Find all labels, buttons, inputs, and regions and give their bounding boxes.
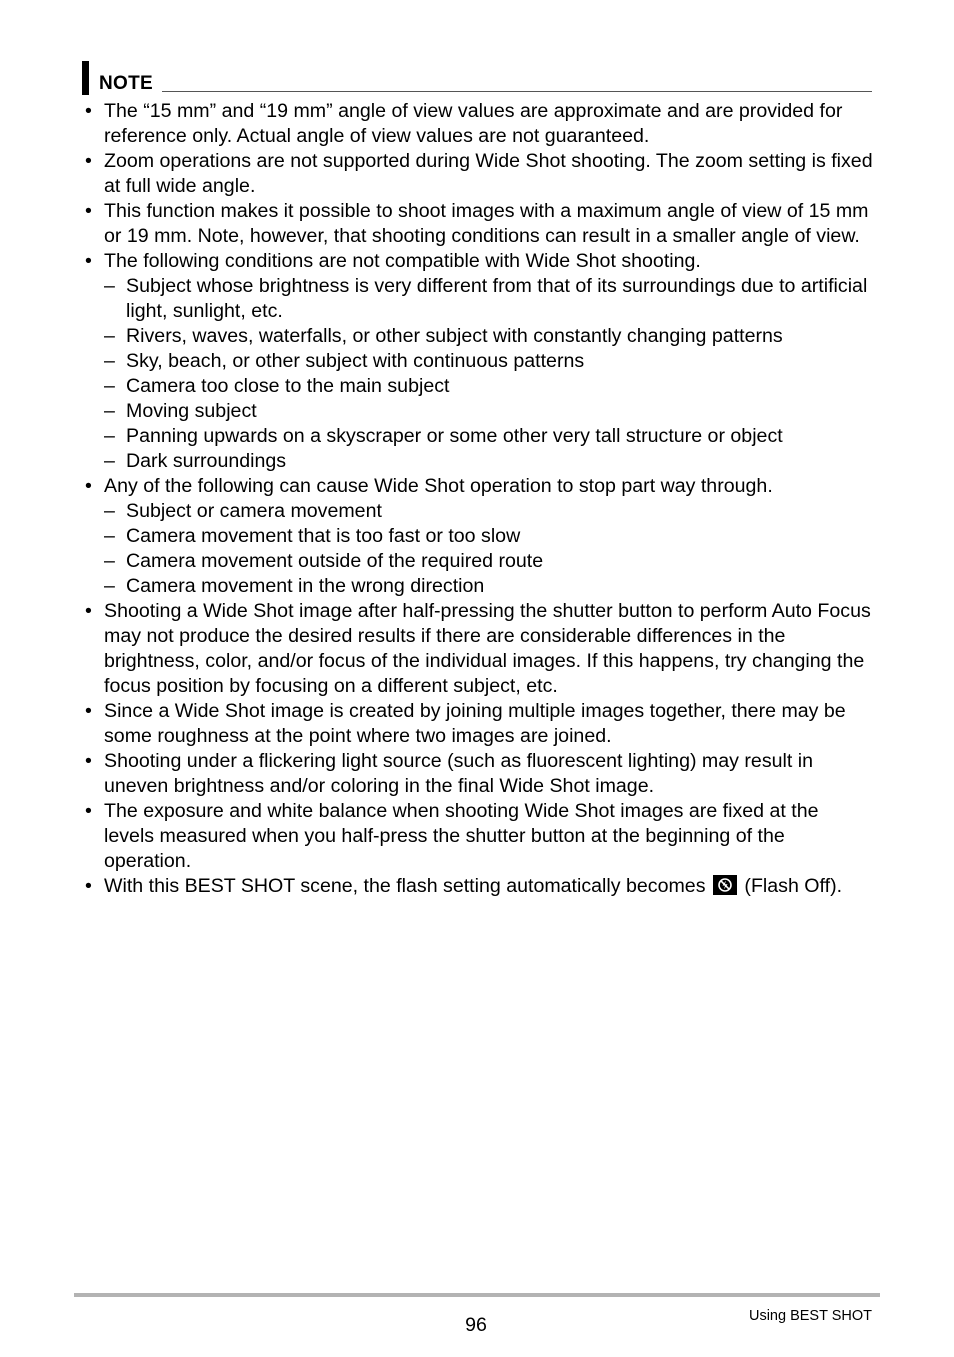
note-marker-bar: [82, 61, 89, 95]
bullet-marker: •: [85, 800, 92, 822]
sub-list-item: [84, 374, 874, 399]
bullet-marker: •: [85, 100, 92, 122]
sub-list-item: [84, 574, 874, 599]
list-item-text: The following conditions are not compatible with Wide Shot shooting.: [104, 250, 701, 272]
dash-marker: –: [104, 525, 115, 547]
sub-list-item: [84, 349, 874, 374]
bullet-marker: •: [85, 600, 92, 622]
footer-divider: [74, 1293, 880, 1297]
list-item-text: Any of the following can cause Wide Shot operation to stop part way through.: [104, 475, 773, 497]
sub-list-item-text: Rivers, waves, waterfalls, or other subject with constantly changing patterns: [126, 325, 783, 347]
list-item: [84, 249, 874, 274]
list-item: [84, 474, 874, 499]
list-item-text: The exposure and white balance when shooting Wide Shot images are fixed at the levels measured when you half-press the shutter button at the beginning of the operation.: [104, 800, 819, 872]
dash-marker: –: [104, 275, 115, 297]
list-item-text-after-icon: (Flash Off).: [744, 875, 843, 897]
sub-list-item-text: Dark surroundings: [126, 450, 287, 472]
note-divider: [162, 91, 872, 92]
sub-list-item-text: Panning upwards on a skyscraper or some other very tall structure or object: [126, 425, 783, 447]
sub-list-item: [84, 274, 874, 324]
list-item-text: This function makes it possible to shoot images with a maximum angle of view of 15 mm or 19 mm. Note, however, that shooting conditions can result in a smaller angle of view.: [104, 200, 869, 247]
dash-marker: –: [104, 375, 115, 397]
list-item: [84, 199, 874, 249]
list-item: [84, 799, 874, 874]
dash-marker: –: [104, 550, 115, 572]
sub-list-item-text: Subject whose brightness is very different from that of its surroundings due to artificial light, sunlight, etc.: [126, 275, 868, 322]
dash-marker: –: [104, 425, 115, 447]
list-item-text: The “15 mm” and “19 mm” angle of view values are approximate and are provided for reference only. Actual angle of view values are not guaranteed.: [104, 100, 843, 147]
list-item: [84, 599, 874, 699]
bullet-marker: •: [85, 875, 92, 897]
dash-marker: –: [104, 325, 115, 347]
footer-section-name: Using BEST SHOT: [748, 1308, 872, 1324]
sub-list-item: [84, 549, 874, 574]
list-item: [84, 749, 874, 799]
list-item: [84, 699, 874, 749]
dash-marker: –: [104, 350, 115, 372]
sub-list-item-text: Camera too close to the main subject: [126, 375, 450, 397]
dash-marker: –: [104, 575, 115, 597]
flash-off-icon: [713, 875, 737, 895]
bullet-marker: •: [85, 200, 92, 222]
note-list: [84, 99, 874, 899]
bullet-marker: •: [85, 150, 92, 172]
dash-marker: –: [104, 500, 115, 522]
list-item: [84, 149, 874, 199]
note-label: NOTE: [99, 73, 153, 94]
list-item: [84, 99, 874, 149]
dash-marker: –: [104, 450, 115, 472]
sub-list-item: [84, 424, 874, 449]
sub-list-item-text: Sky, beach, or other subject with continuous patterns: [126, 350, 585, 372]
bullet-marker: •: [85, 475, 92, 497]
sub-list-item: [84, 324, 874, 349]
page-number: 96: [465, 1314, 487, 1336]
list-item-text-before-icon: With this BEST SHOT scene, the flash setting automatically becomes: [104, 875, 706, 897]
sub-list-item-text: Camera movement in the wrong direction: [126, 575, 485, 597]
sub-list-item-text: Moving subject: [126, 400, 257, 422]
bullet-marker: •: [85, 250, 92, 272]
bullet-marker: •: [85, 750, 92, 772]
bullet-marker: •: [85, 700, 92, 722]
note-header: [82, 61, 872, 95]
sub-list-item: [84, 399, 874, 424]
list-item-text: Since a Wide Shot image is created by joining multiple images together, there may be some roughness at the point where two images are joined.: [104, 700, 846, 747]
list-item-text: Shooting a Wide Shot image after half-pressing the shutter button to perform Auto Focus may not produce the desired results if there are considerable differences in the brightness, color, and/or focus of the individual images. If this happens, try changing the focus position by focusing on a different subject, etc.: [104, 600, 871, 697]
sub-list-item-text: Camera movement outside of the required route: [126, 550, 544, 572]
sub-list-item-text: Subject or camera movement: [126, 500, 382, 522]
sub-list-item: [84, 449, 874, 474]
sub-list-item: [84, 499, 874, 524]
sub-list-item: [84, 524, 874, 549]
list-item: [84, 874, 874, 899]
sub-list-item-text: Camera movement that is too fast or too slow: [126, 525, 521, 547]
list-item-text: Shooting under a flickering light source (such as fluorescent lighting) may result in uneven brightness and/or coloring in the final Wide Shot image.: [104, 750, 814, 797]
list-item-text: Zoom operations are not supported during Wide Shot shooting. The zoom setting is fixed at full wide angle.: [104, 150, 873, 197]
dash-marker: –: [104, 400, 115, 422]
